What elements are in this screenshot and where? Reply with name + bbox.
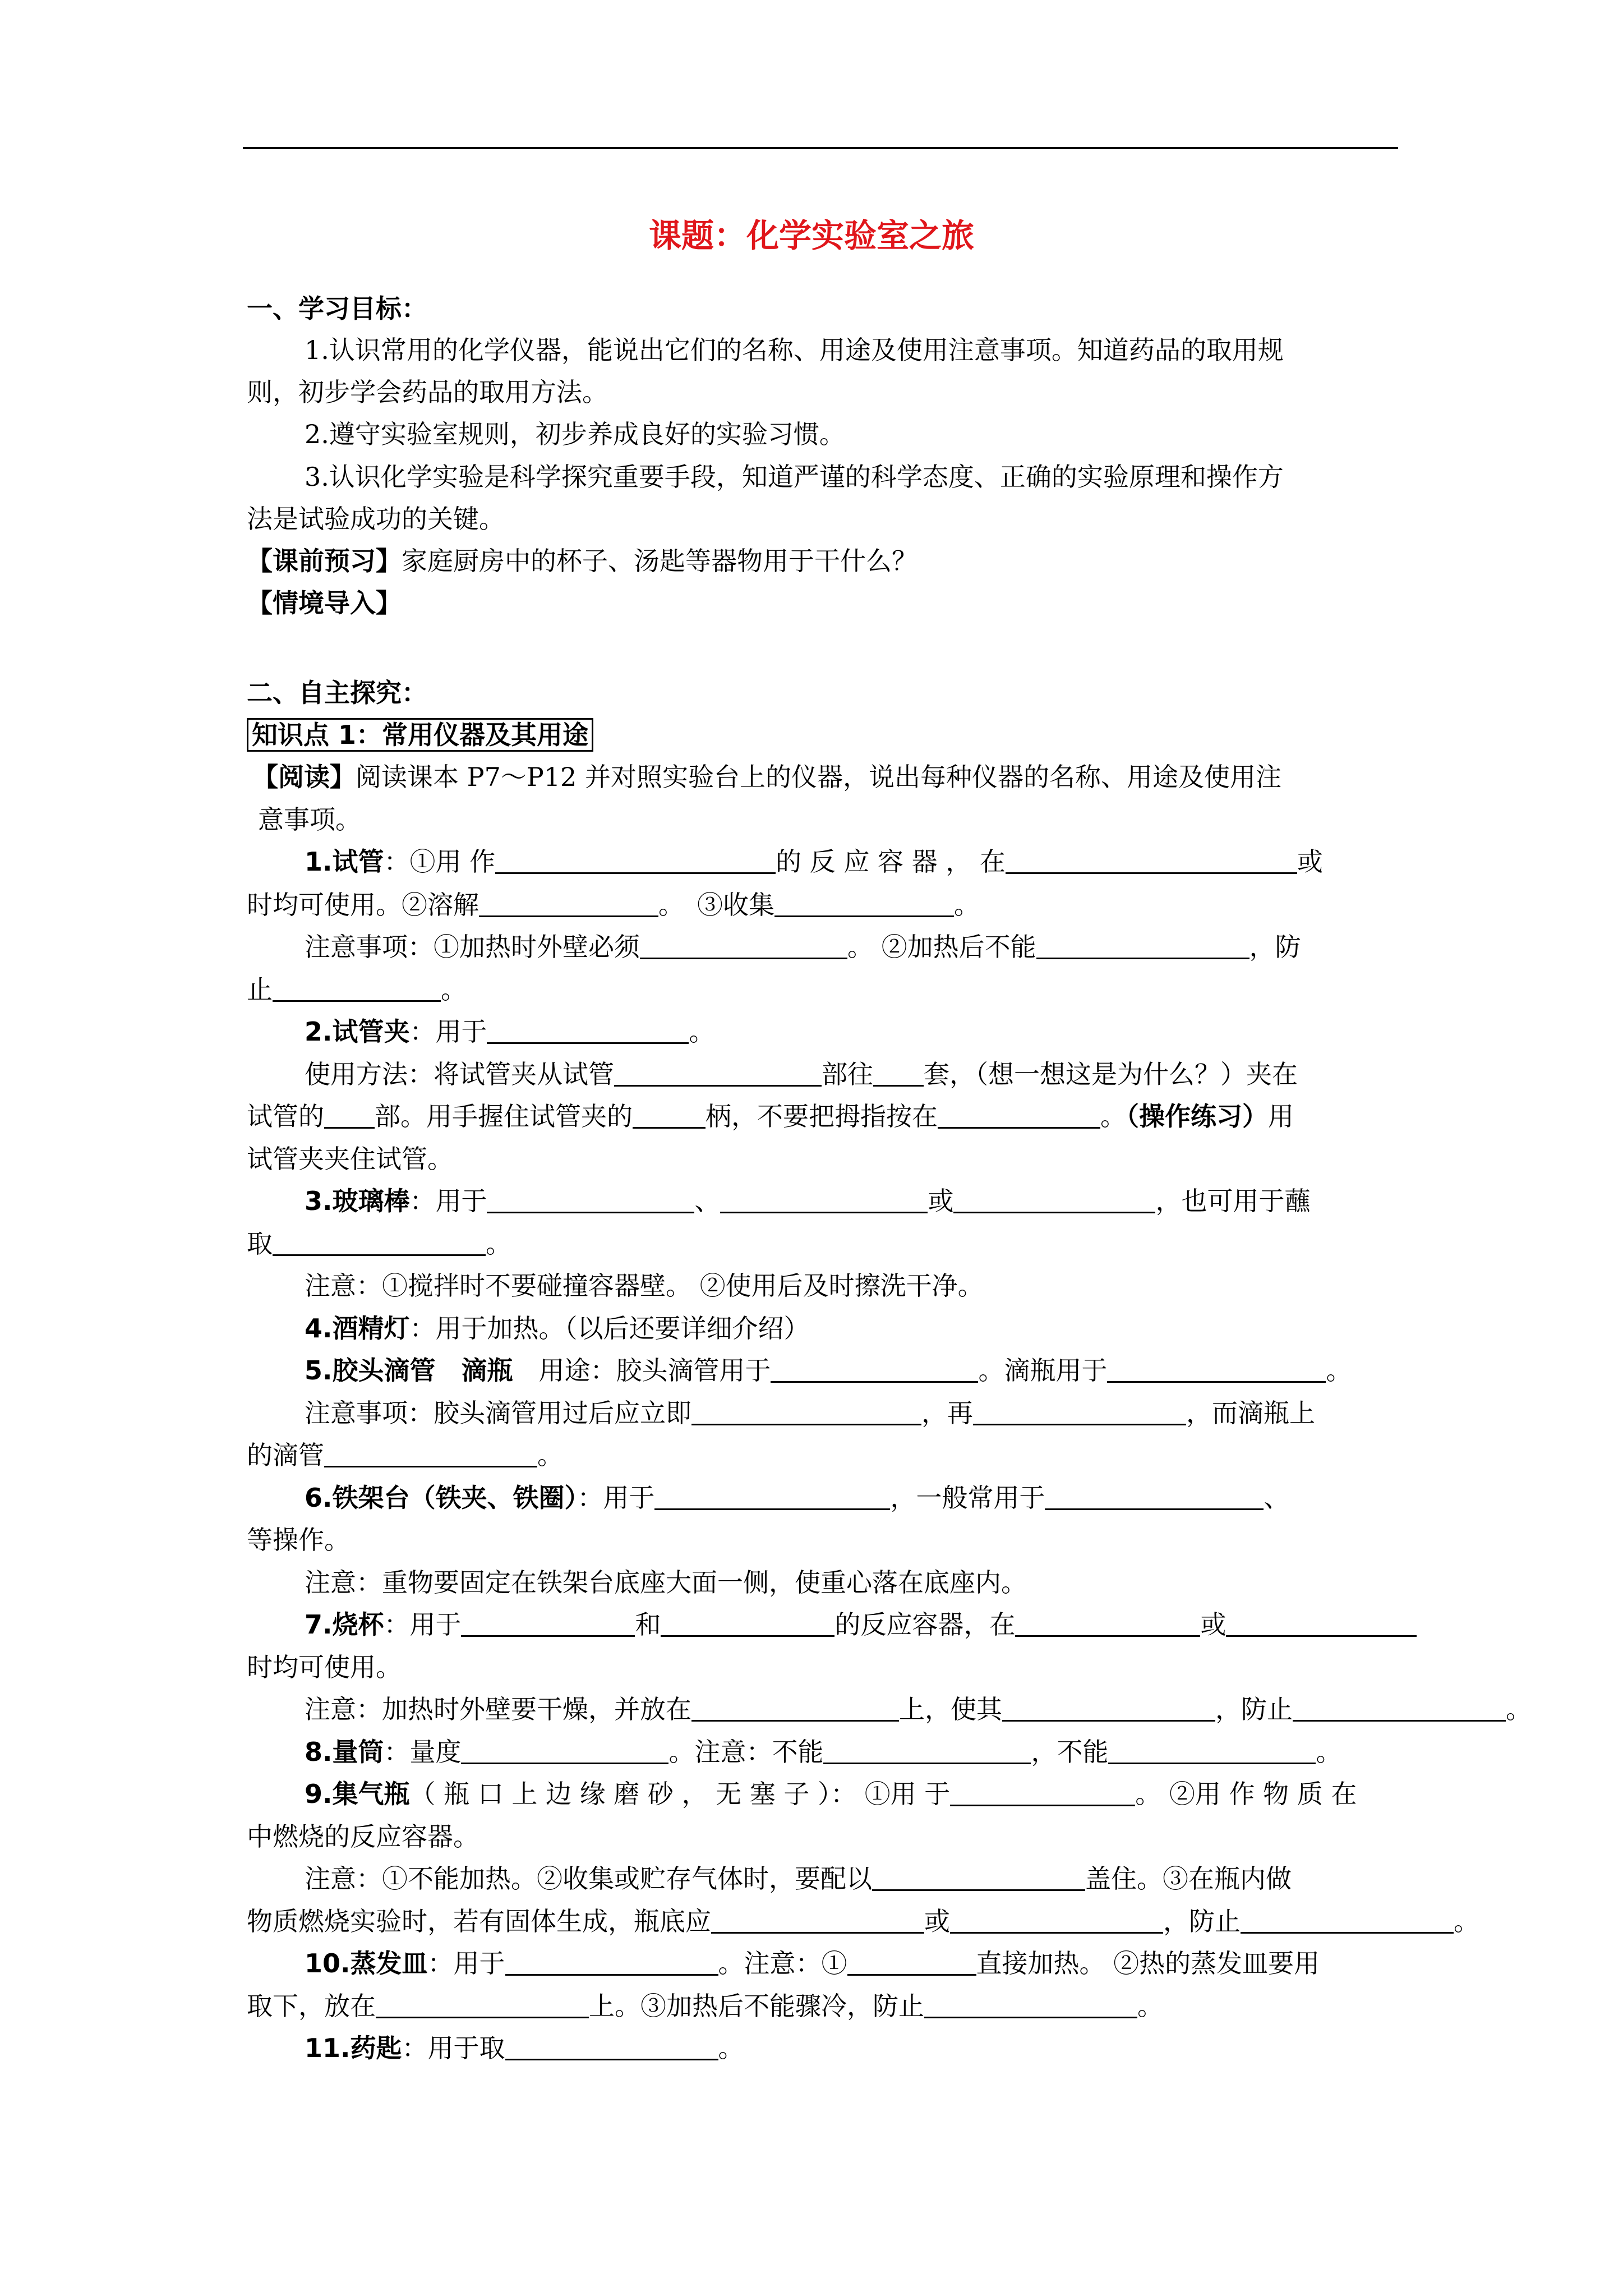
item-5-note-a: 注意事项：胶头滴管用过后应立即 [305,1398,691,1428]
item-5-notes-1 [305,1396,1315,1430]
item-2-text-a: ：用于 [409,1016,487,1047]
item-4-text: ：用于加热。（以后还要详细介绍） [409,1313,810,1343]
page-title: 课题：化学实验室之旅 [648,217,974,255]
item-1-note-d: 止 [247,974,273,1005]
item-7-text-b: 和 [635,1609,661,1640]
item-1-text-b: 的 反 应 容 器 ， 在 [776,846,1006,877]
read-line-a [252,760,1281,794]
item-10-text-d: 取下，放在 [247,1991,376,2021]
item-9-note-c: 物质燃烧实验时，若有固体生成，瓶底应 [247,1906,711,1936]
item-7-note-a: 注意：加热时外壁要干燥，并放在 [305,1694,691,1724]
blank [1107,1355,1326,1383]
blank [720,1186,928,1213]
blank [1002,1694,1215,1722]
blank [505,1948,718,1976]
item-2-usage-g: 。 [1100,1101,1126,1131]
read-label: 【阅读】 [252,762,356,792]
blank [691,1398,921,1425]
item-2-usage-d: 试管的 [247,1101,324,1131]
blank [823,1737,1031,1764]
item-9-notes-1 [305,1862,1292,1895]
practice-label: （操作练习） [1126,1101,1268,1131]
item-10-text-a: ：用于 [427,1948,505,1978]
item-10-text-f: 。 [1137,1991,1163,2021]
blank [461,1737,668,1764]
item-5-text-a: 用途：胶头滴管用于 [513,1355,771,1386]
item-8-label: 8.量筒 [305,1737,384,1767]
goal-2: 2.遵守实验室规则，初步养成良好的实验习惯。 [305,419,845,449]
blank [324,1101,375,1129]
blank [873,1059,924,1087]
item-2-usage-2 [247,1099,1294,1133]
item-3-text-f: 。 [486,1228,511,1259]
goal-3b: 法是试验成功的关键。 [247,504,505,534]
item-3-line-2 [247,1227,511,1260]
blank [1036,932,1249,959]
read-text-a: 阅读课本 P7～P12 并对照实验台上的仪器，说出每种仪器的名称、用途及使用注 [356,762,1281,792]
blank [273,974,441,1002]
blank [973,1398,1186,1425]
item-11-label: 11.药匙 [305,2033,402,2063]
item-9-text-b: 。 ②用 作 物 质 在 [1135,1779,1357,1809]
item-5-text-b: 。滴瓶用于 [978,1355,1108,1386]
blank [924,1991,1137,2018]
item-5-note-e: 。 [537,1440,563,1470]
item-5-note-b: ，再 [921,1398,973,1428]
item-7-note-d: 。 [1506,1694,1532,1724]
item-5-note-c: ，而滴瓶上 [1186,1398,1315,1428]
item-7-label: 7.烧杯 [305,1609,384,1640]
item-8-text-a: ：量度 [384,1737,462,1767]
item-7-line-1 [305,1608,1417,1641]
blank [505,2033,718,2060]
preview-text: 家庭厨房中的杯子、汤匙等器物用于干什么？ [402,546,917,576]
item-9-notes-2 [247,1904,1479,1938]
blank [479,890,658,917]
item-11-text-b: 。 [718,2033,744,2063]
blank [847,1948,976,1976]
item-2-text-b: 。 [689,1016,715,1047]
blank [1241,1906,1454,1934]
item-2-usage-c: 套，（想一想这是为什么？）夹在 [924,1059,1298,1089]
item-9-label: 9.集气瓶 [305,1779,410,1809]
blank [1015,1609,1200,1637]
blank [324,1440,537,1467]
blank [640,932,847,959]
goal-3a: 3.认识化学实验是科学探究重要手段，知道严谨的科学态度、正确的实验原理和操作方 [305,462,1284,492]
item-2-usage-3: 试管夹夹住试管。 [247,1144,453,1174]
blank [1226,1609,1417,1637]
item-3-note: 注意：①搅拌时不要碰撞容器壁。 ②使用后及时擦洗干净。 [305,1271,984,1301]
item-9-note-d: 或 [924,1906,950,1936]
item-9-note-e: ，防止 [1163,1906,1241,1936]
item-8-text-b: 。注意：不能 [668,1737,824,1767]
blank [495,846,776,874]
item-1-text-f: 。 [954,890,980,920]
item-1-note-a: 注意事项：①加热时外壁必须 [305,932,640,962]
item-6-label: 6.铁架台（铁夹、铁圈） [305,1483,578,1513]
item-1-note-e: 。 [441,974,467,1005]
item-1-note-b: 。 ②加热后不能 [847,932,1036,962]
item-7-text-d: 或 [1200,1609,1227,1640]
knowledge-point-box: 知识点 1：常用仪器及其用途 [247,718,593,752]
item-2-line-1 [305,1015,714,1048]
item-10-line-2 [247,1989,1163,2023]
item-3-text-a: ：用于 [409,1186,487,1216]
item-8-text-c: ，不能 [1031,1737,1109,1767]
item-11-line [305,2031,744,2065]
goal-1a: 1.认识常用的化学仪器，能说出它们的名称、用途及使用注意事项。知道药品的取用规 [305,335,1284,365]
item-9-note-a: 注意：①不能加热。②收集或贮存气体时，要配以 [305,1864,872,1894]
blank [1045,1483,1264,1510]
blank [661,1609,834,1637]
blank [654,1483,890,1510]
item-6-line-2: 等操作。 [247,1525,350,1555]
item-2-usage-f: 柄，不要把拇指按在 [706,1101,938,1131]
blank [1293,1694,1506,1722]
item-10-line-1 [305,1947,1320,1980]
item-1-text-c: 或 [1297,846,1323,877]
blank [487,1186,694,1213]
blank [1108,1737,1316,1764]
item-7-note-b: 上，使其 [899,1694,1002,1724]
goal-1b: 则，初步学会药品的取用方法。 [247,377,608,407]
item-4-line [305,1312,809,1345]
item-6-line-1 [305,1481,1289,1515]
section-2-heading: 二、自主探究： [247,678,427,708]
item-2-usage-b: 部往 [822,1059,873,1089]
item-6-text-a: ：用于 [577,1483,655,1513]
blank [950,1906,1163,1934]
blank [1006,846,1297,874]
blank [273,1228,486,1256]
item-9-text-a: （ 瓶 口 上 边 缘 磨 砂 ， 无 塞 子 ）： ①用 于 [409,1779,951,1809]
item-9-note-b: 盖住。③在瓶内做 [1085,1864,1292,1894]
read-line-b: 意事项。 [258,804,361,835]
item-5-label: 5.胶头滴管 滴瓶 [305,1355,513,1386]
item-3-text-d: ，也可用于蘸 [1155,1186,1311,1216]
item-1-notes-1 [305,930,1301,964]
item-1-note-c: ，防 [1249,932,1301,962]
item-8-text-d: 。 [1316,1737,1342,1767]
blank [376,1991,589,2018]
item-10-label: 10.蒸发皿 [305,1948,428,1978]
item-9-note-f: 。 [1454,1906,1479,1936]
item-5-text-c: 。 [1326,1355,1352,1386]
blank [691,1694,899,1722]
blank [614,1059,822,1087]
item-6-note: 注意：重物要固定在铁架台底座大面一侧，使重心落在底座内。 [305,1567,1027,1598]
intro-label: 【情境导入】 [247,588,402,618]
item-7-text-a: ：用于 [384,1609,462,1640]
blank [633,1101,706,1129]
item-4-label: 4.酒精灯 [305,1313,410,1343]
item-2-usage-h: 用 [1268,1101,1294,1131]
blank [950,1779,1135,1806]
blank [938,1101,1100,1129]
item-10-text-c: 直接加热。 ②热的蒸发皿要用 [976,1948,1320,1978]
item-3-line-1 [305,1184,1310,1218]
item-1-line-2 [247,888,980,922]
item-2-label: 2.试管夹 [305,1016,410,1047]
blank [711,1906,924,1934]
item-6-text-c: 、 [1264,1483,1290,1513]
preview-label: 【课前预习】 [247,546,402,576]
item-1-text-a: ：①用 作 [384,846,496,877]
item-1-notes-2 [247,973,467,1006]
item-7-line-2: 时均可使用。 [247,1652,402,1682]
item-1-text-d: 时均可使用。②溶解 [247,890,479,920]
item-11-text-a: ：用于取 [402,2033,505,2063]
item-10-text-b: 。注意：① [718,1948,847,1978]
item-3-label: 3.玻璃棒 [305,1186,410,1216]
item-2-usage-e: 部。用手握住试管夹的 [375,1101,633,1131]
item-9-line-1 [305,1777,1357,1811]
blank [487,1016,689,1044]
item-7-note-c: ，防止 [1215,1694,1293,1724]
item-5-note-d: 的滴管 [247,1440,324,1470]
item-3-text-e: 取 [247,1228,273,1259]
item-1-label: 1.试管 [305,846,384,877]
blank [771,1355,978,1383]
item-9-line-2: 中燃烧的反应容器。 [247,1821,479,1852]
item-1-text-e: 。 ③收集 [658,890,774,920]
item-2-usage-1 [305,1057,1298,1091]
knowledge-point-1 [247,718,593,752]
item-7-notes [305,1692,1532,1726]
item-3-text-c: 或 [928,1186,954,1216]
blank [872,1864,1085,1891]
item-2-usage-a: 使用方法：将试管夹从试管 [305,1059,614,1089]
item-1-line-1 [305,845,1323,878]
item-8-line [305,1735,1341,1769]
blank [461,1609,635,1637]
blank [774,890,954,917]
item-3-text-b: 、 [694,1186,721,1216]
item-7-text-c: 的反应容器，在 [834,1609,1016,1640]
item-6-text-b: ，一般常用于 [890,1483,1045,1513]
section-1-heading: 一、学习目标： [247,293,427,324]
item-5-notes-2 [247,1438,563,1472]
item-10-text-e: 上。③加热后不能骤冷，防止 [589,1991,924,2021]
item-5-line-1 [305,1354,1352,1387]
blank [953,1186,1155,1213]
preview-line [247,544,917,578]
header-rule [243,147,1398,149]
